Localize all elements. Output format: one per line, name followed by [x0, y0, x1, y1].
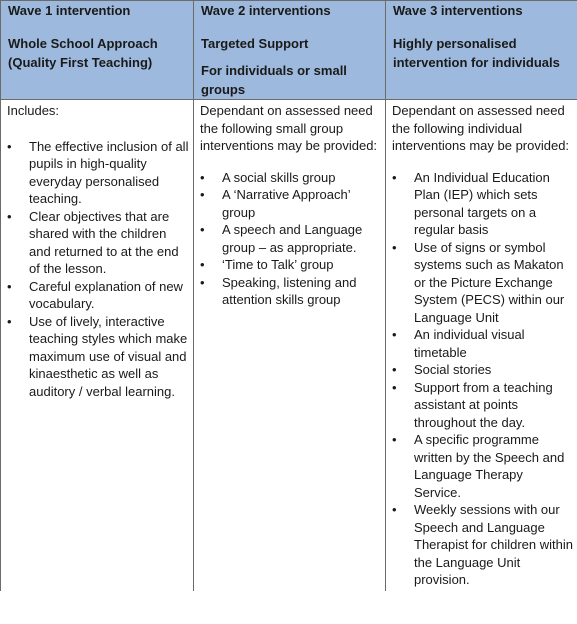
- list-item-text: Clear objectives that are shared with the children and returned to at the end of the lesson.: [29, 208, 179, 276]
- list-item: [392, 326, 573, 361]
- wave2-header: [194, 1, 386, 100]
- list-item: [392, 169, 573, 239]
- list-item-text: Careful explanation of new vocabulary.: [29, 278, 183, 311]
- wave2-cell: [194, 100, 386, 595]
- wave2-subtitle: Targeted Support: [201, 36, 309, 51]
- bullet-icon: •: [200, 257, 205, 272]
- list-item: [7, 278, 189, 313]
- list-item-text: Use of signs or symbol systems such as Makaton or the Picture Exchange System (PECS) within our Language Unit: [414, 239, 565, 325]
- list-item: [7, 138, 189, 208]
- bullet-icon: •: [7, 278, 12, 294]
- wave1-cell: [1, 100, 194, 595]
- content-row: [1, 100, 577, 595]
- page-bottom-margin: [0, 591, 577, 624]
- list-item-text: A ‘Narrative Approach’ group: [222, 187, 351, 220]
- bullet-icon: •: [200, 222, 205, 237]
- bullet-icon: •: [392, 379, 397, 395]
- wave3-subtitle: Highly personalised intervention for individuals: [393, 36, 560, 70]
- list-item: [392, 361, 573, 379]
- wave1-subtitle-note: (Quality First Teaching): [8, 55, 153, 70]
- list-item-text: Weekly sessions with our Speech and Language Therapist for children within the Language Unit provision.: [414, 502, 573, 587]
- wave3-cell: [386, 100, 577, 595]
- list-item: [392, 239, 573, 327]
- list-item: [392, 379, 573, 432]
- list-item: [200, 221, 381, 256]
- list-item-text: The effective inclusion of all pupils in high-quality everyday personalised teaching.: [29, 138, 189, 206]
- wave3-title: Wave 3 interventions: [393, 3, 523, 18]
- header-row: [1, 1, 577, 100]
- wave3-header: [386, 1, 577, 100]
- list-item: [200, 256, 381, 274]
- list-item: [392, 501, 573, 589]
- list-item-text: An Individual Education Plan (IEP) which sets personal targets on a regular basis: [414, 169, 550, 237]
- bullet-icon: •: [7, 313, 12, 329]
- list-item: [200, 274, 381, 309]
- wave2-intro: Dependant on assessed need the following small group interventions may be provided:: [200, 103, 378, 153]
- wave1-intro: Includes:: [7, 103, 60, 118]
- bullet-icon: •: [392, 502, 397, 517]
- list-item-text: Social stories: [414, 362, 492, 377]
- wave1-subtitle: Whole School Approach: [8, 36, 158, 51]
- bullet-icon: •: [200, 187, 205, 202]
- bullet-icon: •: [7, 208, 12, 224]
- list-item: [7, 208, 189, 278]
- wave2-subtitle-note: For individuals or small groups: [201, 63, 347, 97]
- wave3-list: [392, 169, 573, 589]
- list-item-text: A specific programme written by the Speech and Language Therapy Service.: [414, 432, 565, 500]
- list-item-text: Use of lively, interactive teaching styles which make maximum use of visual and kinaesthetic as well as auditory / verbal learning.: [29, 313, 188, 399]
- list-item-text: A social skills group: [222, 169, 336, 185]
- list-item-text: Speaking, listening and attention skills group: [222, 274, 357, 307]
- wave1-list: [7, 138, 189, 401]
- wave2-list: [200, 169, 381, 309]
- list-item-text: A speech and Language group – as appropriate.: [222, 222, 363, 255]
- wave3-intro: Dependant on assessed need the following individual interventions may be provided:: [392, 103, 570, 153]
- list-item: [7, 313, 189, 401]
- list-item: [200, 169, 381, 187]
- bullet-icon: •: [200, 274, 205, 290]
- bullet-icon: •: [392, 169, 397, 185]
- bullet-icon: •: [200, 169, 205, 185]
- bullet-icon: •: [392, 432, 397, 447]
- list-item-text: Support from a teaching assistant at points throughout the day.: [414, 379, 553, 430]
- wave1-header: [1, 1, 194, 100]
- list-item: [200, 186, 381, 221]
- list-item-text: An individual visual timetable: [414, 327, 525, 360]
- wave1-title: Wave 1 intervention: [8, 3, 131, 18]
- bullet-icon: •: [392, 362, 397, 377]
- wave2-title: Wave 2 interventions: [201, 3, 331, 18]
- bullet-icon: •: [7, 138, 12, 154]
- list-item: [392, 431, 573, 501]
- list-item-text: ‘Time to Talk’ group: [222, 257, 334, 272]
- bullet-icon: •: [392, 327, 397, 342]
- bullet-icon: •: [392, 239, 397, 255]
